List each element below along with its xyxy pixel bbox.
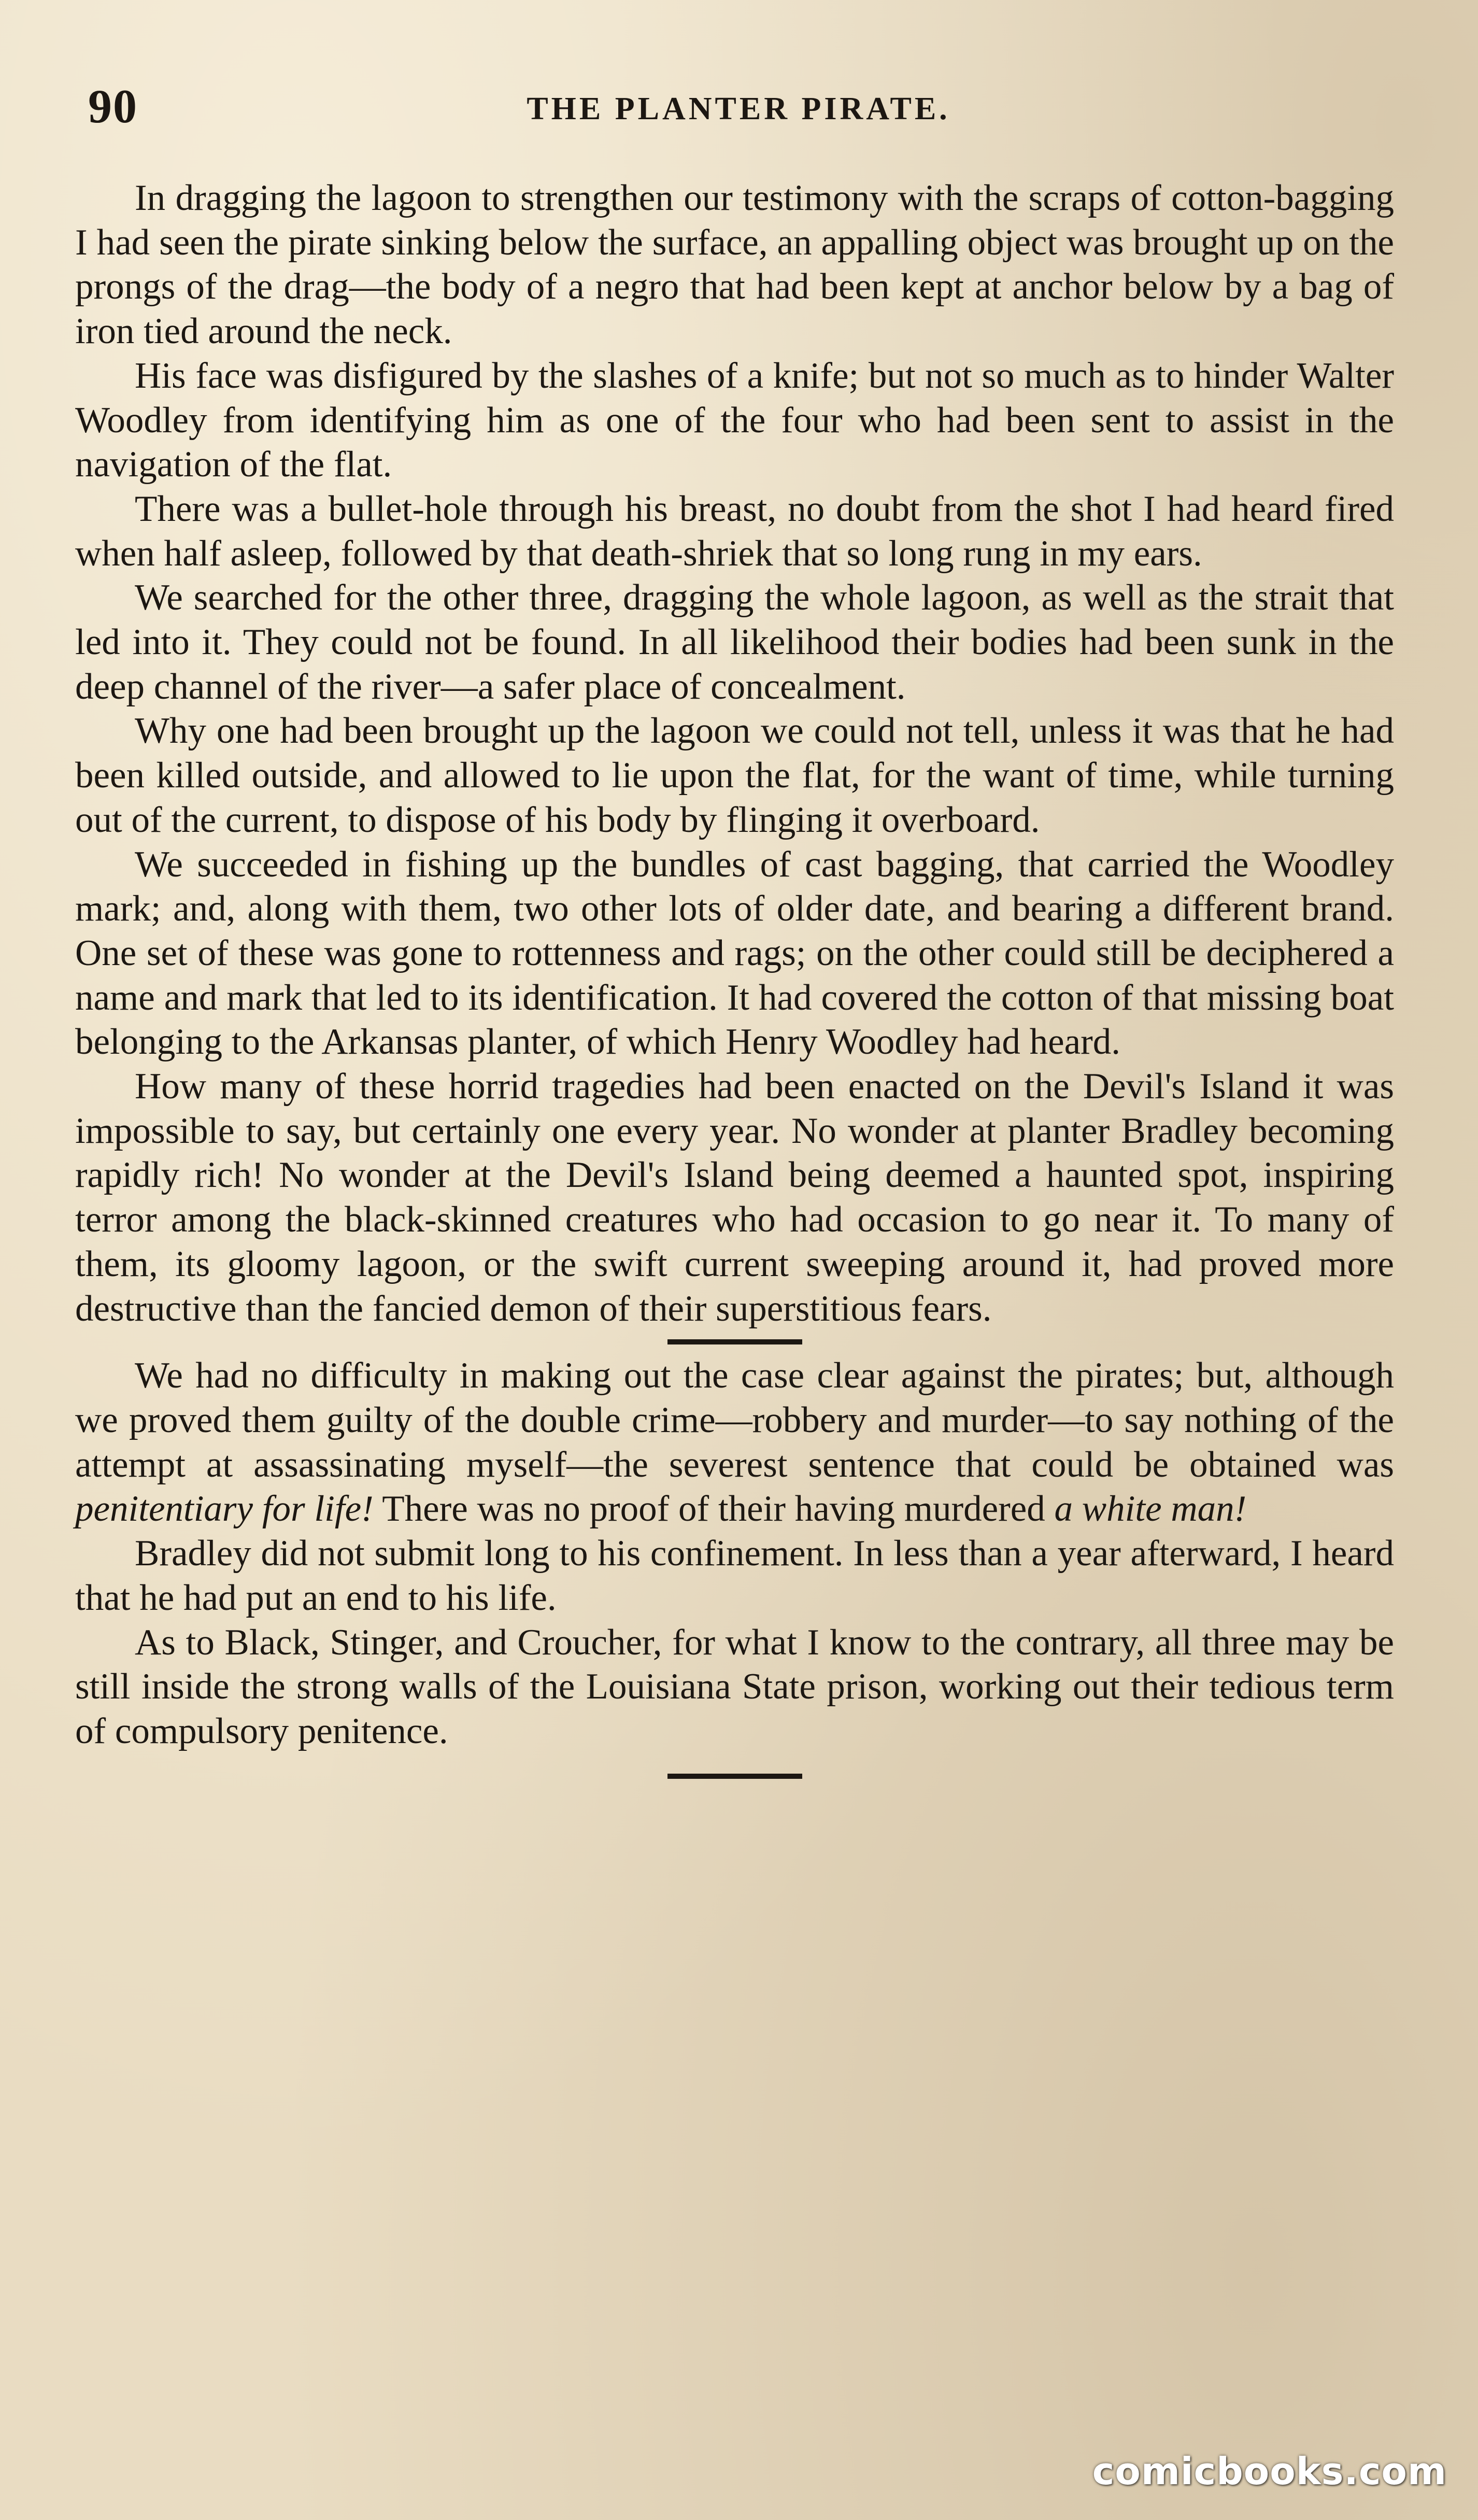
paragraph: His face was disfigured by the slashes of a knife; but not so much as to hinder Walter Woodley from identifying him as one of the four who had been sent to assist in the navigation of the flat.: [75, 355, 1394, 485]
section-divider: [667, 1339, 802, 1344]
paragraph: We succeeded in fishing up the bundles of cast bagging, that carried the Woodley mark; and, along with them, two other lots of older date, and bearing a different brand. One set of these was gone to rottenness and rags; on the other could still be deciphered a name and mark that led to its identification. It had covered the cotton of that missing boat belonging to the Arkansas planter, of which Henry Woodley had heard.: [75, 844, 1394, 1063]
watermark: comicbooks.com: [1092, 2450, 1447, 2493]
paragraph: As to Black, Stinger, and Croucher, for what I know to the contrary, all three may be still inside the strong walls of the Louisiana State prison, working out their tedious term of compulsory penitence.: [75, 1622, 1394, 1751]
paragraph-text: We had no difficulty in making out the case clear against the pirates; but, although we proved them guilty of the double crime—robbery and murder—to say nothing of the attempt at assassinating myself—the severest sentence that could be obtained was: [75, 1355, 1394, 1485]
page-number: 90: [88, 80, 138, 133]
paragraph: There was a bullet-hole through his breast, no doubt from the shot I had heard fired when half asleep, followed by that death-shriek that so long rung in my ears.: [75, 488, 1394, 574]
paragraph: In dragging the lagoon to strengthen our testimony with the scraps of cotton-bagging I had seen the pirate sinking below the surface, an appalling object was brought up on the prongs of the drag—the body of a negro that had been kept at anchor below by a bag of iron tied around the neck.: [75, 178, 1394, 352]
paragraph-text: There was no proof of their having murdered: [373, 1489, 1055, 1530]
running-head: [83, 78, 1394, 135]
end-divider: [667, 1774, 802, 1779]
page-body: [75, 176, 1394, 1788]
paragraph: How many of these horrid tragedies had been enacted on the Devil's Island it was impossible to say, but certainly one every year. No wonder at planter Bradley becoming rapidly rich! No wonder at the Devil's Island being deemed a haunted spot, inspiring terror among the black-skinned creatures who had occasion to go near it. To many of them, its gloomy lagoon, or the swift current sweeping around it, had proved more destructive than the fancied demon of their superstitious fears.: [75, 1066, 1394, 1329]
paragraph: Bradley did not submit long to his confinement. In less than a year afterward, I heard that he had put an end to his life.: [75, 1533, 1394, 1618]
paragraph: [75, 1354, 1394, 1532]
running-title: THE PLANTER PIRATE.: [527, 91, 950, 126]
paragraph: Why one had been brought up the lagoon we could not tell, unless it was that he had been killed outside, and allowed to lie upon the flat, for the want of time, while turning out of the current, to dispose of his body by flinging it overboard.: [75, 711, 1394, 840]
italic-phrase: penitentiary for life!: [75, 1489, 374, 1530]
paragraph: We searched for the other three, dragging the whole lagoon, as well as the strait that led into it. They could not be found. In all likelihood their bodies had been sunk in the deep channel of the river—a safer place of concealment.: [75, 577, 1394, 707]
italic-phrase: a white man!: [1054, 1489, 1247, 1530]
